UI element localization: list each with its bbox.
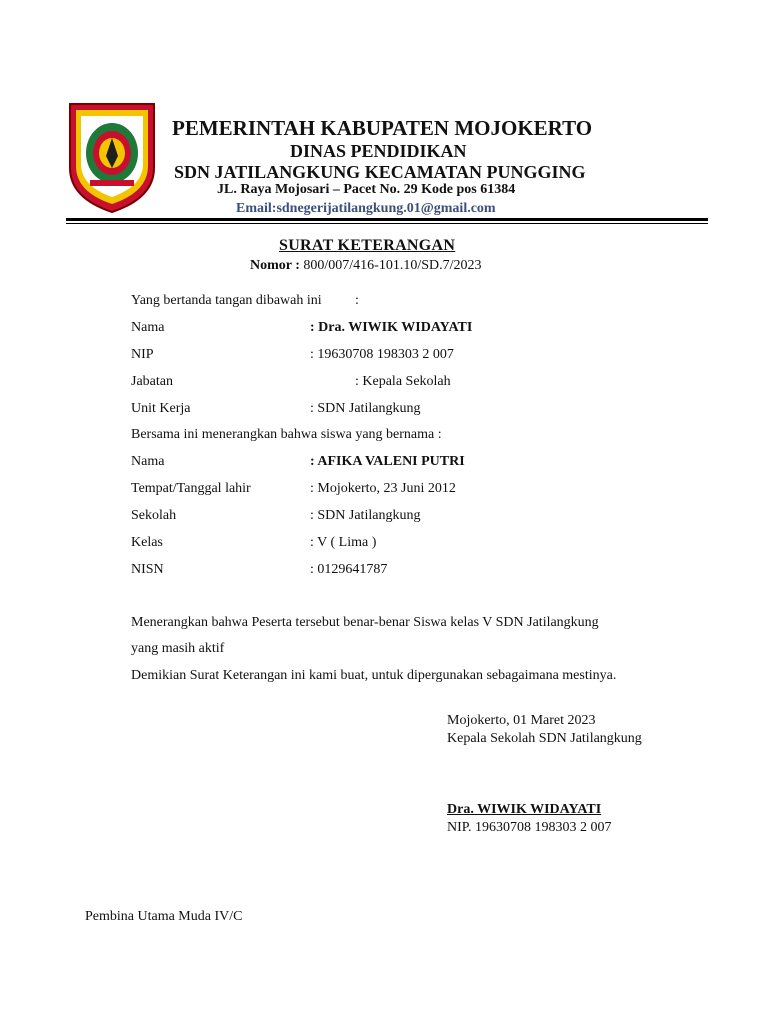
- body-closing: Demikian Surat Keterangan ini kami buat, untuk dipergunakan sebagaimana mestinya.: [131, 668, 617, 683]
- body-statement-cont: yang masih aktif: [131, 641, 225, 656]
- letter-number-value: 800/007/416-101.10/SD.7/2023: [303, 258, 482, 273]
- signer-value-nip: : 19630708 198303 2 007: [310, 347, 454, 362]
- student-value-name: : AFIKA VALENI PUTRI: [310, 454, 465, 469]
- student-value-school: : SDN Jatilangkung: [310, 508, 421, 523]
- body-statement: Menerangkan bahwa Peserta tersebut benar-benar Siswa kelas V SDN Jatilangkung: [131, 615, 599, 630]
- student-value-class: : V ( Lima ): [310, 535, 377, 550]
- signature-place-date: Mojokerto, 01 Maret 2023: [447, 713, 596, 728]
- header-government: PEMERINTAH KABUPATEN MOJOKERTO: [172, 116, 593, 140]
- student-label-birth: Tempat/Tanggal lahir: [131, 481, 251, 496]
- signer-label-name: Nama: [131, 320, 165, 335]
- letterhead-divider-thin: [66, 223, 708, 224]
- signer-rank: Pembina Utama Muda IV/C: [85, 909, 243, 924]
- student-label-name: Nama: [131, 454, 165, 469]
- header-school: SDN JATILANGKUNG KECAMATAN PUNGGING: [174, 162, 586, 182]
- signer-value-name: : Dra. WIWIK WIDAYATI: [310, 320, 473, 335]
- signer-value-unit: : SDN Jatilangkung: [310, 401, 421, 416]
- signer-label-position: Jabatan: [131, 374, 173, 389]
- letter-title: SURAT KETERANGAN: [279, 237, 456, 254]
- letter-number: [250, 258, 482, 274]
- mojokerto-regency-crest-icon: [66, 98, 158, 214]
- signature-name: Dra. WIWIK WIDAYATI: [447, 802, 602, 817]
- student-value-nisn: : 0129641787: [310, 562, 388, 577]
- signer-value-position: : Kepala Sekolah: [355, 374, 451, 389]
- student-label-nisn: NISN: [131, 562, 164, 577]
- header-email: Email:sdnegerijatilangkung.01@gmail.com: [236, 201, 496, 216]
- signature-position: Kepala Sekolah SDN Jatilangkung: [447, 731, 642, 746]
- student-value-birth: : Mojokerto, 23 Juni 2012: [310, 481, 456, 496]
- student-intro-text: Bersama ini menerangkan bahwa siswa yang bernama :: [131, 427, 442, 442]
- header-address: JL. Raya Mojosari – Pacet No. 29 Kode pos 61384: [217, 182, 516, 197]
- student-label-class: Kelas: [131, 535, 163, 550]
- signer-label-nip: NIP: [131, 347, 154, 362]
- signature-nip: NIP. 19630708 198303 2 007: [447, 820, 612, 835]
- intro-text: Yang bertanda tangan dibawah ini: [131, 293, 322, 308]
- header-department: DINAS PENDIDIKAN: [290, 141, 467, 161]
- intro-colon: :: [355, 293, 359, 308]
- letter-number-label: Nomor :: [250, 258, 300, 273]
- signer-label-unit: Unit Kerja: [131, 401, 191, 416]
- student-label-school: Sekolah: [131, 508, 177, 523]
- letterhead-divider-thick: [66, 218, 708, 221]
